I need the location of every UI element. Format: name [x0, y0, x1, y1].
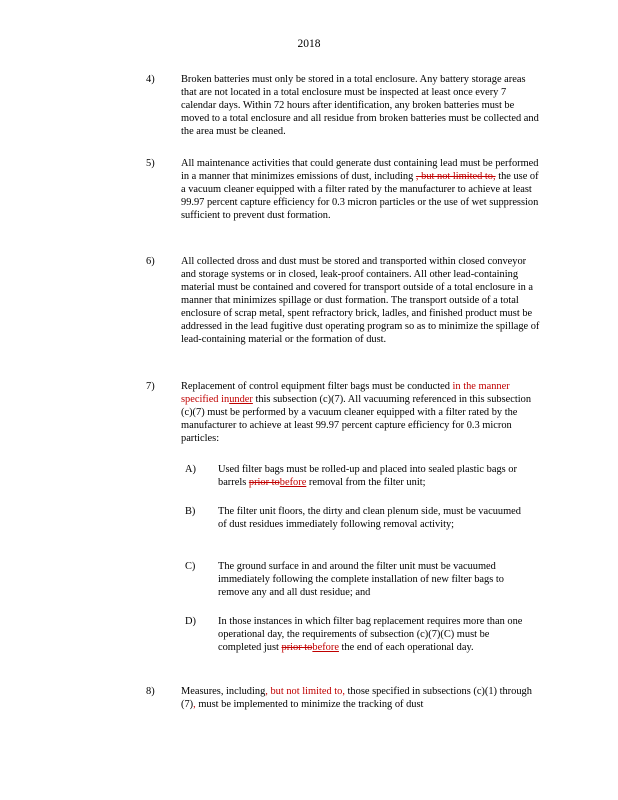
item-text: Measures, including, but not limited to, those specified in subsections (c)(1) through (7), must be implemented to minimize the tracking of dust [181, 686, 532, 710]
deleted-text: prior to [248, 477, 280, 488]
sub-item-number: D) [185, 616, 196, 627]
sub-item-number: B) [185, 506, 196, 517]
item-text: Replacement of control equipment filter bags must be conducted in the manner specified inunder this subsection (c)(7). All vacuuming referenced in this subsection (c)(7) must be performed by a vacuum cleaner equipped with a filter rated by the manufacturer to achieve at least 99.97 percent capture efficiency for 0.3 micron particles: [181, 381, 532, 444]
item-text: All collected dross and dust must be stored and transported within closed conveyor and storage systems or in closed, leak-proof containers. All other lead-containing material must be contained and covered for transport outside of a total enclosure in a manner that minimizes spillage or dust formation. The transport outside of a total enclosure of scrap metal, spent refractory brick, ladles, and finished product must be addressed in the lead fugitive dust operating program so as to minimize the spillage of lead-containing material or the formation of dust. [181, 256, 540, 345]
inserted-text: before [279, 477, 307, 488]
inserted-text: before [312, 642, 339, 653]
deleted-text: , but not limited to, [415, 171, 496, 182]
sub-item-text: In those instances in which filter bag replacement requires more than one operational day, the requirements of subsection (c)(7)(C) must be completed just prior tobefore the end of each operational day. [218, 616, 523, 653]
sub-item-text: Used filter bags must be rolled-up and placed into sealed plastic bags or barrels prior tobefore removal from the filter unit; [218, 464, 517, 488]
page-header-year: 2018 [297, 38, 321, 50]
sub-item-number: A) [185, 464, 196, 475]
sub-item-text: The ground surface in and around the filter unit must be vacuumed immediately following the complete installation of new filter bags to remove any and all dust residue; and [218, 561, 504, 598]
inserted-text: , but not limited to, [265, 686, 345, 697]
sub-item-text: The filter unit floors, the dirty and clean plenum side, must be vacuumed of dust residues immediately following removal activity; [218, 506, 521, 530]
item-text: Broken batteries must only be stored in a total enclosure. Any battery storage areas that are not located in a total enclosure must be inspected at least once every 7 calendar days. Within 72 hours after identification, any broken batteries must be moved to a total enclosure and all residue from broken batteries must be collected and the area must be cleaned. [181, 74, 539, 137]
inserted-text: in the manner specified in [181, 381, 510, 405]
inserted-text: under [229, 394, 253, 405]
item-number: 4) [146, 74, 155, 85]
item-text: All maintenance activities that could generate dust containing lead must be performed in a manner that minimizes emissions of dust, including , but not limited to, the use of a vacuum cleaner equipped with a filter rated by the manufacturer to achieve at least 99.97 percent capture efficiency for 0.3 micron particles or the use of wet suppression sufficient to prevent dust formation. [181, 158, 539, 221]
item-number: 6) [146, 256, 155, 267]
item-number: 5) [146, 158, 155, 169]
sub-item-number: C) [185, 561, 196, 572]
item-number: 8) [146, 686, 155, 697]
inserted-text: , [193, 699, 196, 710]
deleted-text: prior to [281, 642, 313, 653]
item-number: 7) [146, 381, 155, 392]
